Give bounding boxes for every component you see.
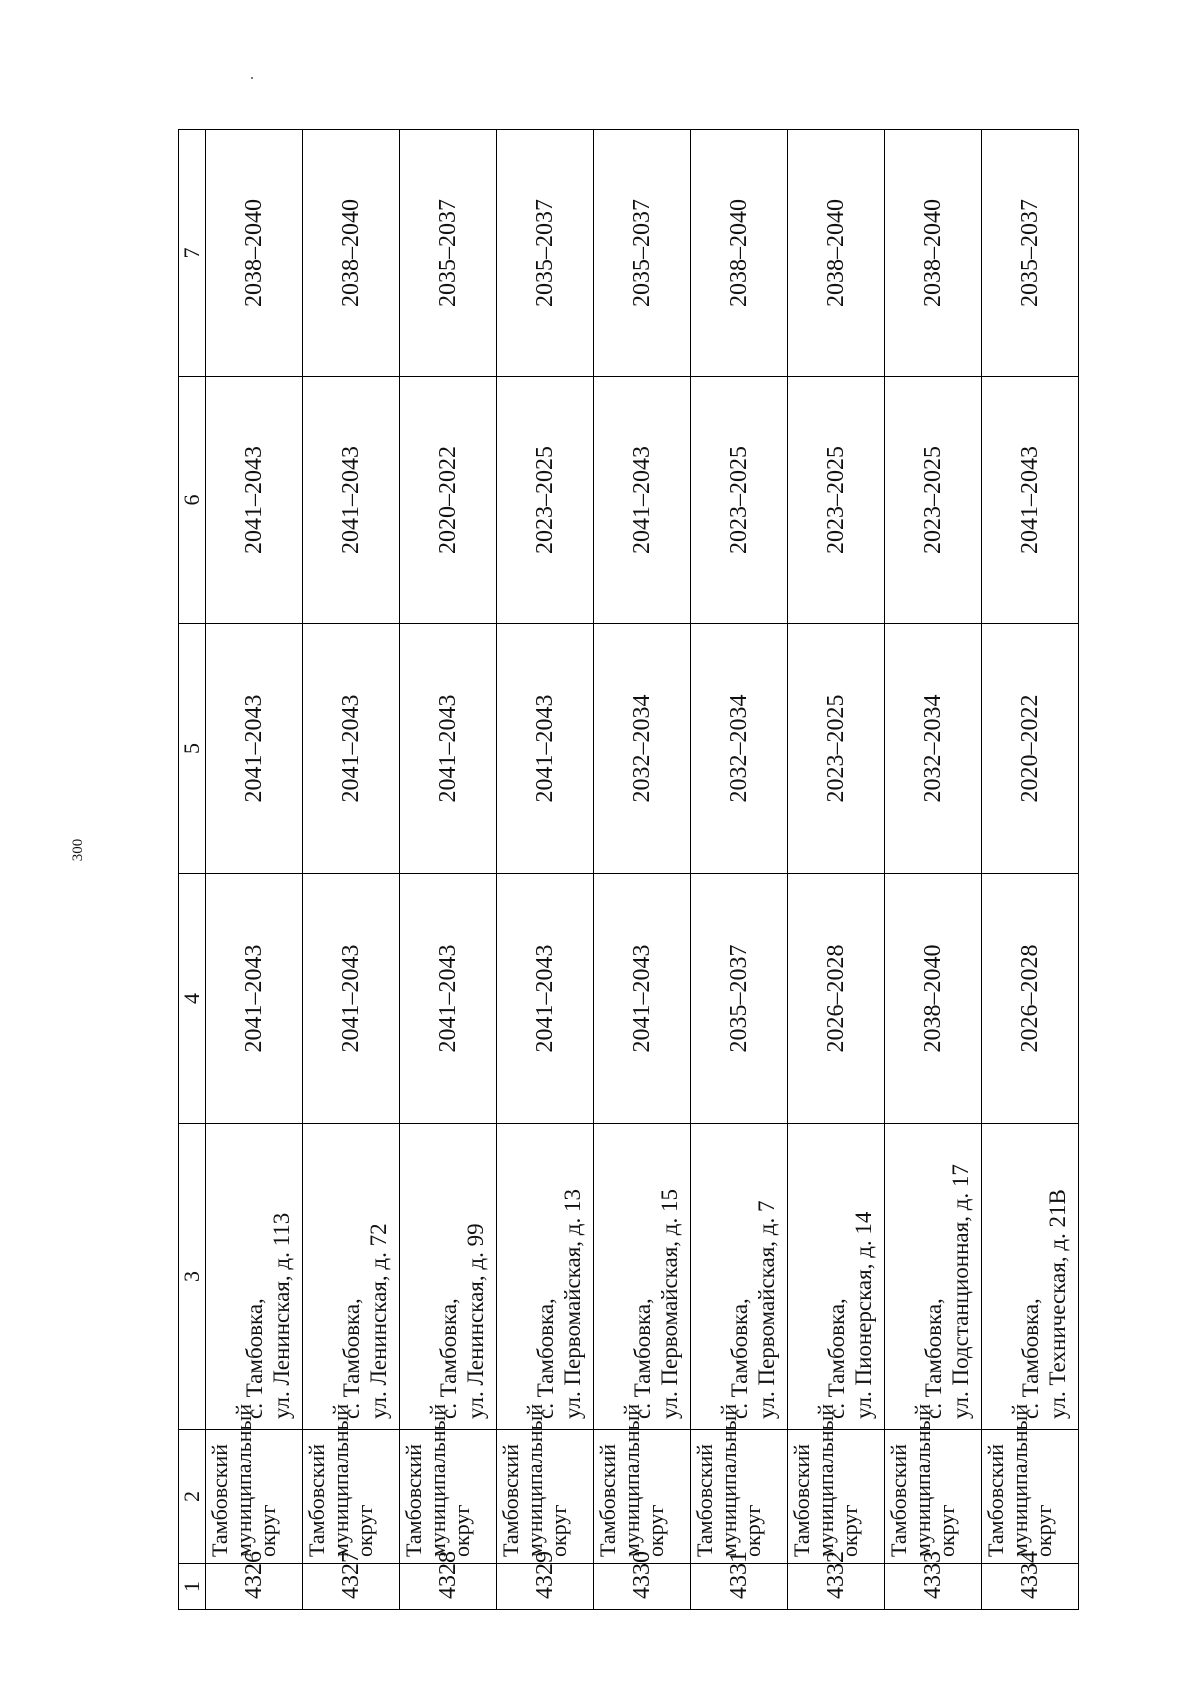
schedule-table (178, 129, 1079, 1610)
column-header: 1 (179, 1564, 206, 1610)
column-header: 6 (179, 377, 206, 624)
period-col-7: 2038–2040 (206, 130, 303, 377)
column-header: 4 (179, 874, 206, 1124)
address-cell (497, 1124, 594, 1430)
address-street: ул. Техническая, д. 21В (1045, 1189, 1071, 1419)
period-col-6: 2041–2043 (982, 377, 1079, 624)
address-settlement: с. Тамбовка, (241, 1298, 267, 1419)
period-col-4: 2041–2043 (594, 874, 691, 1124)
period-col-7: 2035–2037 (982, 130, 1079, 377)
address-settlement: с. Тамбовка, (823, 1298, 849, 1419)
period-col-7: 2035–2037 (400, 130, 497, 377)
period-col-6: 2023–2025 (497, 377, 594, 624)
period-col-5: 2032–2034 (885, 624, 982, 874)
period-col-4: 2041–2043 (497, 874, 594, 1124)
column-header: 7 (179, 130, 206, 377)
table-row (691, 130, 788, 1610)
scan-speck (251, 77, 253, 79)
period-col-5: 2041–2043 (303, 624, 400, 874)
address-cell (400, 1124, 497, 1430)
address-cell (594, 1124, 691, 1430)
period-col-5: 2032–2034 (691, 624, 788, 874)
address-settlement: с. Тамбовка, (920, 1298, 946, 1419)
period-col-5: 2020–2022 (982, 624, 1079, 874)
address-cell (982, 1124, 1079, 1430)
row-number: 4334 (982, 1564, 1079, 1610)
address-cell (885, 1124, 982, 1430)
table-body (206, 130, 1079, 1610)
address-cell (303, 1124, 400, 1430)
row-number: 4329 (497, 1564, 594, 1610)
table-row (303, 130, 400, 1610)
period-col-7: 2038–2040 (885, 130, 982, 377)
period-col-5: 2041–2043 (206, 624, 303, 874)
period-col-6: 2023–2025 (885, 377, 982, 624)
period-col-7: 2035–2037 (594, 130, 691, 377)
period-col-6: 2041–2043 (594, 377, 691, 624)
district-cell: Тамбовский муниципальный округ (594, 1430, 691, 1564)
table-row (206, 130, 303, 1610)
period-col-7: 2038–2040 (691, 130, 788, 377)
table-row (982, 130, 1079, 1610)
district-cell: Тамбовский муниципальный округ (982, 1430, 1079, 1564)
period-col-7: 2035–2037 (497, 130, 594, 377)
address-street: ул. Первомайская, д. 15 (657, 1189, 683, 1419)
address-street: ул. Ленинская, д. 113 (269, 1212, 295, 1419)
table-row (594, 130, 691, 1610)
row-number: 4328 (400, 1564, 497, 1610)
column-header: 5 (179, 624, 206, 874)
district-cell: Тамбовский муниципальный округ (206, 1430, 303, 1564)
period-col-4: 2038–2040 (885, 874, 982, 1124)
district-cell: Тамбовский муниципальный округ (885, 1430, 982, 1564)
address-settlement: с. Тамбовка, (338, 1298, 364, 1419)
address-street: ул. Первомайская, д. 7 (754, 1200, 780, 1419)
period-col-5: 2041–2043 (497, 624, 594, 874)
address-street: ул. Ленинская, д. 72 (366, 1223, 392, 1419)
period-col-6: 2041–2043 (303, 377, 400, 624)
address-street: ул. Первомайская, д. 13 (560, 1189, 586, 1419)
column-header: 2 (179, 1430, 206, 1564)
column-header: 3 (179, 1124, 206, 1430)
address-settlement: с. Тамбовка, (726, 1298, 752, 1419)
period-col-4: 2026–2028 (982, 874, 1079, 1124)
address-settlement: с. Тамбовка, (435, 1298, 461, 1419)
period-col-5: 2032–2034 (594, 624, 691, 874)
period-col-6: 2023–2025 (691, 377, 788, 624)
table-row (400, 130, 497, 1610)
row-number: 4333 (885, 1564, 982, 1610)
row-number: 4326 (206, 1564, 303, 1610)
address-cell (691, 1124, 788, 1430)
row-number: 4327 (303, 1564, 400, 1610)
table-row (788, 130, 885, 1610)
district-cell: Тамбовский муниципальный округ (691, 1430, 788, 1564)
table-container (178, 130, 1078, 1610)
table-row (497, 130, 594, 1610)
header-row (179, 130, 206, 1610)
row-number: 4330 (594, 1564, 691, 1610)
address-settlement: с. Тамбовка, (532, 1298, 558, 1419)
period-col-4: 2041–2043 (206, 874, 303, 1124)
rotated-table-frame (178, 130, 1078, 1610)
period-col-5: 2023–2025 (788, 624, 885, 874)
address-settlement: с. Тамбовка, (1017, 1298, 1043, 1419)
period-col-4: 2041–2043 (400, 874, 497, 1124)
address-street: ул. Ленинская, д. 99 (463, 1223, 489, 1419)
table-row (885, 130, 982, 1610)
period-col-4: 2035–2037 (691, 874, 788, 1124)
address-settlement: с. Тамбовка, (629, 1298, 655, 1419)
period-col-4: 2041–2043 (303, 874, 400, 1124)
address-cell (206, 1124, 303, 1430)
district-cell: Тамбовский муниципальный округ (497, 1430, 594, 1564)
address-cell (788, 1124, 885, 1430)
district-cell: Тамбовский муниципальный округ (303, 1430, 400, 1564)
period-col-7: 2038–2040 (788, 130, 885, 377)
period-col-4: 2026–2028 (788, 874, 885, 1124)
period-col-6: 2023–2025 (788, 377, 885, 624)
district-cell: Тамбовский муниципальный округ (788, 1430, 885, 1564)
row-number: 4331 (691, 1564, 788, 1610)
period-col-5: 2041–2043 (400, 624, 497, 874)
district-cell: Тамбовский муниципальный округ (400, 1430, 497, 1564)
address-street: ул. Подстанционная, д. 17 (948, 1164, 974, 1419)
period-col-6: 2020–2022 (400, 377, 497, 624)
row-number: 4332 (788, 1564, 885, 1610)
period-col-7: 2038–2040 (303, 130, 400, 377)
period-col-6: 2041–2043 (206, 377, 303, 624)
address-street: ул. Пионерская, д. 14 (851, 1211, 877, 1419)
page-number: 300 (70, 838, 86, 862)
